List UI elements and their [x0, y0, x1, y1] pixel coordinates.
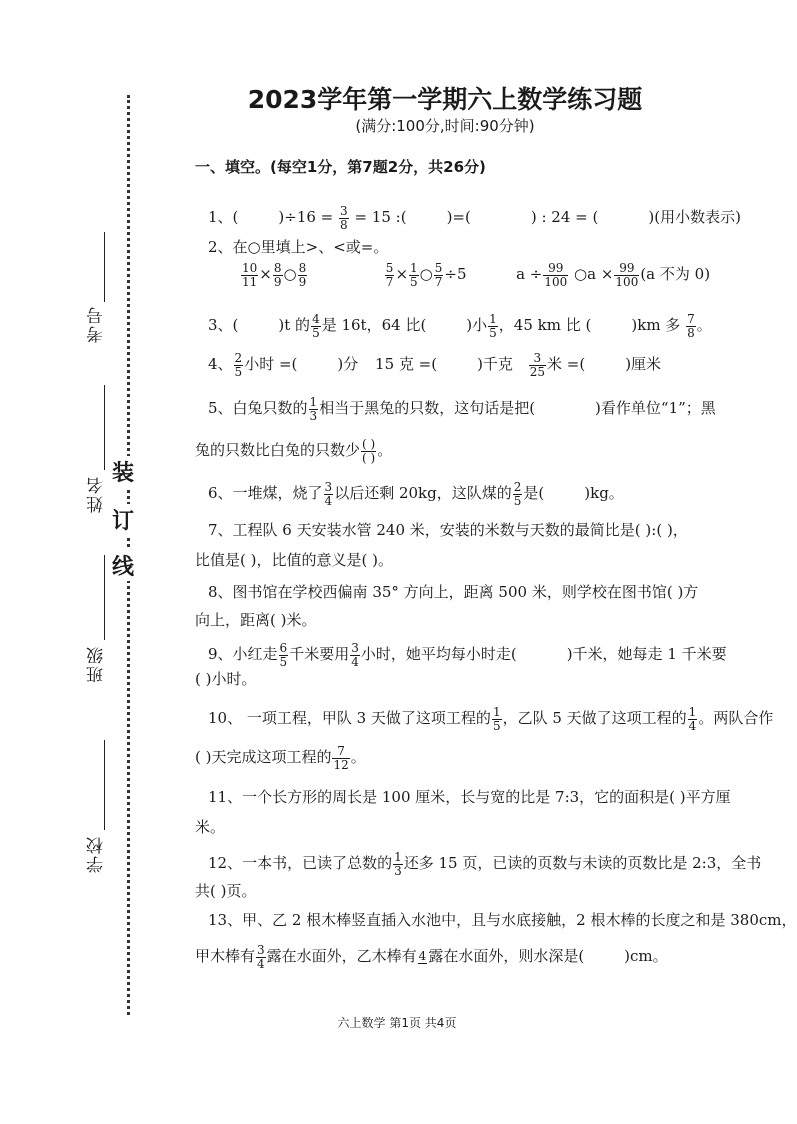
class-field[interactable]: [104, 555, 105, 640]
frac-den: 9: [298, 274, 307, 289]
q12-text: 还多 15 页，已读的页数与未读的页数比是 2:3，全书: [403, 854, 762, 873]
question-1: [208, 205, 758, 231]
question-4: [208, 352, 758, 378]
q2-frac: [614, 262, 639, 288]
q4-frac: [529, 352, 546, 378]
q2-frac: [385, 262, 395, 288]
q10-text: ( )天完成这项工程的: [195, 748, 332, 767]
q2-frac: [409, 262, 419, 288]
q3-frac: [311, 313, 321, 339]
frac-num: 3: [340, 204, 348, 218]
frac-den: 4: [688, 718, 697, 733]
frac-num: 10: [242, 261, 258, 275]
q13-text: 甲木棒有: [195, 947, 256, 966]
question-10-line2: [195, 745, 758, 771]
q10-text: 。: [350, 748, 366, 767]
q3-text: 3、(: [208, 316, 239, 335]
section-heading: 一、填空。(每空1分，第7题2分，共26分): [195, 158, 486, 176]
frac-den: 5: [234, 364, 243, 379]
q6-frac: [324, 481, 334, 507]
q4-text: )千克: [477, 355, 513, 374]
frac-den: 4: [324, 493, 333, 508]
exam-no-label: 考号: [87, 305, 107, 343]
q3-text: )km 多: [631, 316, 681, 335]
frac-den: 8: [687, 325, 695, 340]
q1-text: ) : 24 =: [530, 208, 588, 227]
q3-frac: [686, 313, 696, 339]
school-field[interactable]: [104, 740, 105, 830]
q2-op: ×: [259, 265, 272, 284]
q4-frac: [234, 352, 244, 378]
question-7-line2: 比值是( )，比值的意义是( )。: [195, 551, 393, 569]
frac-num: 3: [351, 641, 359, 655]
binding-char-ding: 订: [112, 504, 134, 535]
frac-den: 3: [309, 408, 318, 423]
frac-num: 4: [312, 312, 320, 326]
q4-text: 小时 =(: [244, 355, 298, 374]
compare-circle-1[interactable]: ○: [283, 265, 297, 284]
question-11-line2: 米。: [195, 818, 226, 836]
page-title: 2023学年第一学期六上数学练习题: [247, 85, 643, 114]
question-2: 2、在○里填上>、<或=。: [208, 238, 389, 256]
q1-text: (: [592, 208, 599, 227]
q10-text: 。两队合作: [698, 709, 774, 728]
frac-den: 11: [242, 274, 258, 289]
frac-num: 1: [309, 395, 318, 409]
q2-frac: [543, 262, 568, 288]
school-label: 学校: [87, 835, 107, 873]
frac-num: 1: [489, 312, 497, 326]
name-label: 姓名: [87, 475, 107, 513]
q5-frac: [309, 396, 319, 422]
frac-den: 5: [492, 718, 501, 733]
q9-frac: [279, 642, 289, 668]
q5-answer-frac[interactable]: [361, 438, 376, 464]
q4-text: )厘米: [625, 355, 662, 374]
exam-no-field[interactable]: [104, 232, 105, 302]
frac-num: 3: [257, 943, 265, 957]
frac-num: 8: [273, 261, 282, 275]
question-10: [208, 705, 774, 733]
page-footer: 六上数学 第1页 共4页: [337, 1016, 457, 1030]
q1-text: 1、(: [208, 208, 239, 227]
q6-text: )kg。: [584, 484, 624, 503]
frac-num: 2: [513, 480, 522, 494]
q1-fraction: [339, 205, 349, 231]
frac-den: 100: [544, 274, 568, 289]
frac-den: 3: [394, 863, 402, 878]
q2-text: (a 不为 0): [640, 265, 711, 284]
frac-den: 5: [312, 325, 320, 340]
question-6: [208, 481, 758, 507]
question-5-line2: [195, 438, 758, 464]
q13-frac: [256, 944, 266, 970]
page-subtitle: (满分:100分,时间:90分钟): [355, 117, 535, 135]
frac-den: 25: [529, 364, 545, 379]
frac-den: 9: [273, 274, 282, 289]
q6-text: 6、一堆煤，烧了: [208, 484, 323, 503]
q5-text: 兔的只数比白兔的只数少: [195, 441, 361, 460]
question-9: [208, 642, 758, 668]
frac-den: 5: [410, 274, 418, 289]
frac-den: 5: [279, 654, 288, 669]
q13-frac: [418, 950, 428, 964]
frac-den: 8: [340, 217, 348, 232]
question-13-line2: [195, 944, 758, 970]
q2-frac: [273, 262, 283, 288]
q2-frac: [434, 262, 444, 288]
frac-num: 4: [418, 949, 427, 964]
q6-text: 是(: [523, 484, 545, 503]
q3-text: 。: [696, 316, 712, 335]
q1-text: )=(: [446, 208, 471, 227]
q12-frac: [393, 851, 403, 877]
q1-text: )÷16 =: [278, 208, 334, 227]
q9-text: 千米要用: [289, 645, 350, 664]
question-2-items: [240, 262, 758, 288]
name-field[interactable]: [104, 385, 105, 470]
class-label: 班级: [87, 645, 107, 683]
question-5: [208, 396, 758, 422]
q4-text: 米 =(: [547, 355, 586, 374]
frac-num: 8: [298, 261, 307, 275]
q2-frac: [241, 262, 258, 288]
q10-text: ，乙队 5 天做了这项工程的: [502, 709, 687, 728]
frac-num: 5: [434, 261, 443, 275]
q9-text: 9、小红走: [208, 645, 278, 664]
question-7: 7、工程队 6 天安装水管 240 米，安装的米数与天数的最简比是( ):( )，: [208, 521, 688, 539]
frac-den: 4: [351, 654, 359, 669]
frac-den: 5: [513, 493, 522, 508]
frac-den: ( ): [362, 450, 376, 465]
q3-text: 是 16t，64 比(: [321, 316, 427, 335]
q5-text: 。: [377, 441, 393, 460]
frac-num: 5: [385, 261, 394, 275]
frac-num: 6: [279, 641, 288, 655]
frac-num: 3: [324, 480, 333, 494]
q5-text: 5、白兔只数的: [208, 399, 308, 418]
question-3: [208, 313, 758, 339]
frac-den: 100: [615, 274, 639, 289]
q3-text: (: [585, 316, 592, 335]
q6-text: 以后还剩 20kg，这队煤的: [334, 484, 512, 503]
question-9-line2: ( )小时。: [195, 670, 257, 688]
frac-num: 99: [614, 262, 639, 276]
q9-frac: [350, 642, 360, 668]
q10-frac: [688, 706, 698, 732]
q12-text: 12、一本书，已读了总数的: [208, 854, 393, 873]
q3-text: )t 的: [278, 316, 311, 335]
q13-text: 露在水面外，则水深是(: [428, 947, 585, 966]
question-12: [208, 850, 762, 878]
frac-den: 7: [385, 274, 394, 289]
q1-text: = 15 :(: [354, 208, 407, 227]
frac-num: 2: [234, 351, 243, 365]
frac-num: ( ): [362, 437, 376, 451]
compare-circle-3[interactable]: ○a ×: [574, 265, 614, 284]
frac-num: 1: [688, 705, 697, 719]
q2-text: ÷5: [444, 265, 467, 284]
frac-num: 99: [543, 262, 568, 276]
q9-text: )千米，她每走 1 千米要: [566, 645, 727, 664]
binding-char-zhuang: 装: [112, 456, 134, 487]
q4-text: 15 克 =(: [375, 355, 438, 374]
question-11: 11、一个长方形的周长是 100 厘米，长与宽的比是 7:3，它的面积是( )平方厘: [208, 788, 731, 806]
frac-den: 5: [489, 325, 497, 340]
q9-text: 小时，她平均每小时走(: [360, 645, 517, 664]
q5-text: 相当于黑兔的只数，这句话是把(: [319, 399, 536, 418]
frac-num: 7: [687, 312, 695, 326]
frac-den: 4: [257, 956, 265, 971]
q10-frac: [332, 745, 349, 771]
frac-num: 1: [492, 705, 501, 719]
q6-frac: [513, 481, 523, 507]
q5-text: )看作单位“1”；黑: [595, 399, 716, 418]
q2-frac: [298, 262, 308, 288]
question-8-line2: 向上，距离( )米。: [195, 611, 317, 629]
frac-num: 1: [410, 261, 418, 275]
frac-num: 3: [529, 352, 546, 366]
q10-text: 10、 一项工程，甲队 3 天做了这项工程的: [208, 709, 491, 728]
binding-char-xian: 线: [112, 550, 134, 581]
question-8: 8、图书馆在学校西偏南 35° 方向上，距离 500 米，则学校在图书馆( )方: [208, 583, 699, 601]
frac-num: 7: [332, 745, 349, 759]
q1-text: )(用小数表示): [648, 208, 741, 227]
question-12-line2: 共( )页。: [195, 882, 257, 900]
q4-text: )分: [337, 355, 359, 374]
frac-den: 7: [434, 274, 443, 289]
q2-op: ×: [395, 265, 409, 284]
q4-text: 4、: [208, 355, 233, 374]
question-13: 13、甲、乙 2 根木棒竖直插入水池中，且与水底接触，2 根木棒的长度之和是 380cm，: [208, 911, 797, 929]
frac-num: 1: [394, 850, 402, 864]
q13-text: )cm。: [624, 947, 668, 966]
q2-text: a ÷: [516, 265, 543, 284]
q10-frac: [492, 706, 502, 732]
frac-den: 12: [333, 757, 349, 772]
q13-text: 露在水面外，乙木棒有: [266, 947, 417, 966]
q3-text: )小: [466, 316, 488, 335]
compare-circle-2[interactable]: ○: [419, 265, 433, 284]
q3-frac: [488, 313, 498, 339]
q3-text: ，45 km 比: [498, 316, 581, 335]
